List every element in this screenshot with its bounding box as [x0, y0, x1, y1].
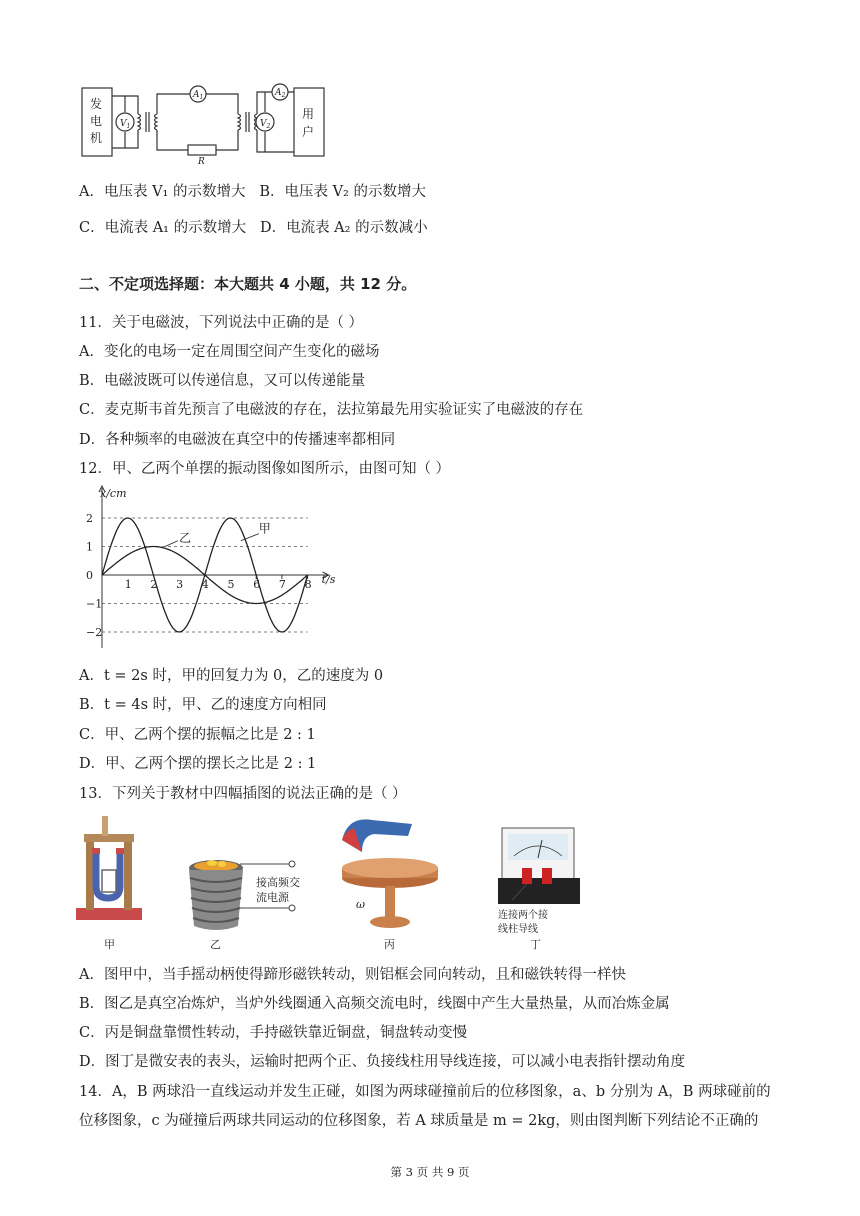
fig-label-bing: 丙 — [384, 938, 395, 951]
x-tick-label: 6 — [253, 578, 261, 591]
x-tick-label: 1 — [124, 578, 132, 591]
y-tick-label: 2 — [86, 512, 93, 525]
q11-option-b: B．电磁波既可以传递信息，又可以传递能量 — [79, 373, 366, 389]
q13-option-b: B．图乙是真空冶炼炉，当炉外线圈通入高频交流电时，线圈中产生大量热量，从而冶炼金属 — [79, 996, 670, 1012]
resistor-r — [188, 145, 216, 155]
q10-option-cd — [79, 216, 428, 237]
series-name-2: 乙 — [179, 531, 192, 546]
q12-stem: 12．甲、乙两个单摆的振动图像如图所示，由图可知（ ） — [79, 461, 451, 477]
fig2-text-2: 流电源 — [256, 891, 289, 904]
resistor-label: R — [198, 157, 205, 164]
fig2-text-1: 接高频交 — [256, 876, 300, 889]
q13-stem: 13．下列关于教材中四幅插图的说法正确的是（ ） — [79, 786, 407, 802]
q10-option-a: A．电压表 V₁ 的示数增大 — [79, 184, 246, 200]
q10-option-b: B．电压表 V₂ 的示数增大 — [259, 184, 426, 200]
y-axis-label: x/cm — [100, 487, 127, 500]
q10-option-ab — [79, 180, 426, 201]
v1-sub: 1 — [126, 123, 131, 130]
fig4-text-1: 连接两个接 — [498, 910, 548, 921]
q11-option-c: C．麦克斯韦首先预言了电磁波的存在，法拉第最先用实验证实了电磁波的存在 — [79, 402, 584, 418]
user-box — [294, 88, 324, 156]
fig-label-ding: 丁 — [530, 938, 541, 951]
fig-label-jia: 甲 — [104, 938, 115, 951]
q12-option-b: B．t = 4s 时，甲、乙的速度方向相同 — [79, 697, 327, 713]
q13-figures — [72, 808, 592, 954]
crank-handle — [102, 816, 108, 836]
q14-line-2: 位移图象，c 为碰撞后两球共同运动的位移图象，若 A 球质量是 m = 2kg，则由图判断下列结论不正确的 — [79, 1113, 759, 1129]
circuit-diagram — [80, 82, 330, 164]
q10-option-d: D．电流表 A₂ 的示数减小 — [259, 220, 428, 236]
series-leader-2 — [165, 541, 178, 547]
series-name-1: 甲 — [258, 521, 271, 536]
a1-sub: 1 — [199, 94, 204, 101]
y-tick-label: 0 — [86, 569, 93, 582]
fig3-omega: ω — [356, 898, 365, 911]
q12-option-a: A．t = 2s 时，甲的回复力为 0，乙的速度为 0 — [79, 668, 384, 684]
user-char-2: 户 — [302, 125, 315, 139]
user-char-1: 用 — [302, 107, 315, 121]
svg-text:V1 — [120, 119, 130, 130]
a2-label: A — [275, 88, 282, 98]
q14-line-1: 14．A，B 两球沿一直线运动并发生正碰，如图为两球碰撞前后的位移图象，a、b 分别为 A，B 两球碰前的 — [79, 1084, 771, 1100]
x-tick-label: 7 — [278, 578, 286, 591]
y-tick-label: −1 — [86, 597, 103, 611]
x-tick-label: 5 — [227, 578, 235, 591]
x-axis-label: t/s — [321, 573, 336, 586]
x-tick-label: 8 — [304, 578, 312, 591]
fig-ding — [498, 828, 580, 935]
generator-char-3: 机 — [90, 131, 103, 145]
y-tick-label: 1 — [86, 540, 93, 554]
q11-option-d: D．各种频率的电磁波在真空中的传播速率都相同 — [79, 432, 396, 448]
x-tick-label: 4 — [201, 578, 209, 591]
q12-option-c: C．甲、乙两个摆的振幅之比是 2 : 1 — [79, 727, 316, 743]
a1-label: A — [193, 90, 200, 100]
fig-label-yi: 乙 — [210, 938, 221, 951]
aluminum-frame — [102, 870, 116, 892]
v2-label: V — [260, 119, 267, 129]
q13-option-d: D．图丁是微安表的表头，运输时把两个正、负接线柱用导线连接，可以减小电表指针摆动角度 — [79, 1054, 686, 1070]
q13-option-c: C．丙是铜盘靠惯性转动，手持磁铁靠近铜盘，铜盘转动变慢 — [79, 1025, 468, 1041]
section-heading: 二、不定项选择题：本大题共 4 小题，共 12 分。 — [79, 275, 417, 293]
v2-sub: 2 — [266, 123, 271, 130]
fig-bing — [342, 819, 438, 928]
a2-sub: 2 — [281, 92, 286, 99]
x-tick-label: 3 — [176, 578, 184, 591]
x-tick-label: 2 — [150, 578, 158, 591]
q11-stem: 11．关于电磁波，下列说法中正确的是（ ） — [79, 315, 364, 331]
q12-option-d: D．甲、乙两个摆的摆长之比是 2 : 1 — [79, 756, 317, 772]
q10-option-c: C．电流表 A₁ 的示数增大 — [79, 220, 247, 236]
y-tick-label: −2 — [86, 626, 103, 639]
q11-option-a: A．变化的电场一定在周围空间产生变化的磁场 — [79, 344, 380, 360]
fig-yi — [189, 860, 300, 930]
fig-jia — [76, 816, 142, 920]
generator-char-2: 电 — [90, 114, 103, 128]
generator-char-1: 发 — [90, 97, 103, 111]
fig4-text-2: 线柱导线 — [498, 924, 538, 935]
v1-label: V — [120, 119, 127, 129]
oscillation-chart — [82, 482, 352, 654]
q13-option-a: A．图甲中，当手摇动柄使得蹄形磁铁转动，则铝框会同向转动，且和磁铁转得一样快 — [79, 967, 626, 983]
page-footer: 第 3 页 共 9 页 — [390, 1165, 470, 1179]
